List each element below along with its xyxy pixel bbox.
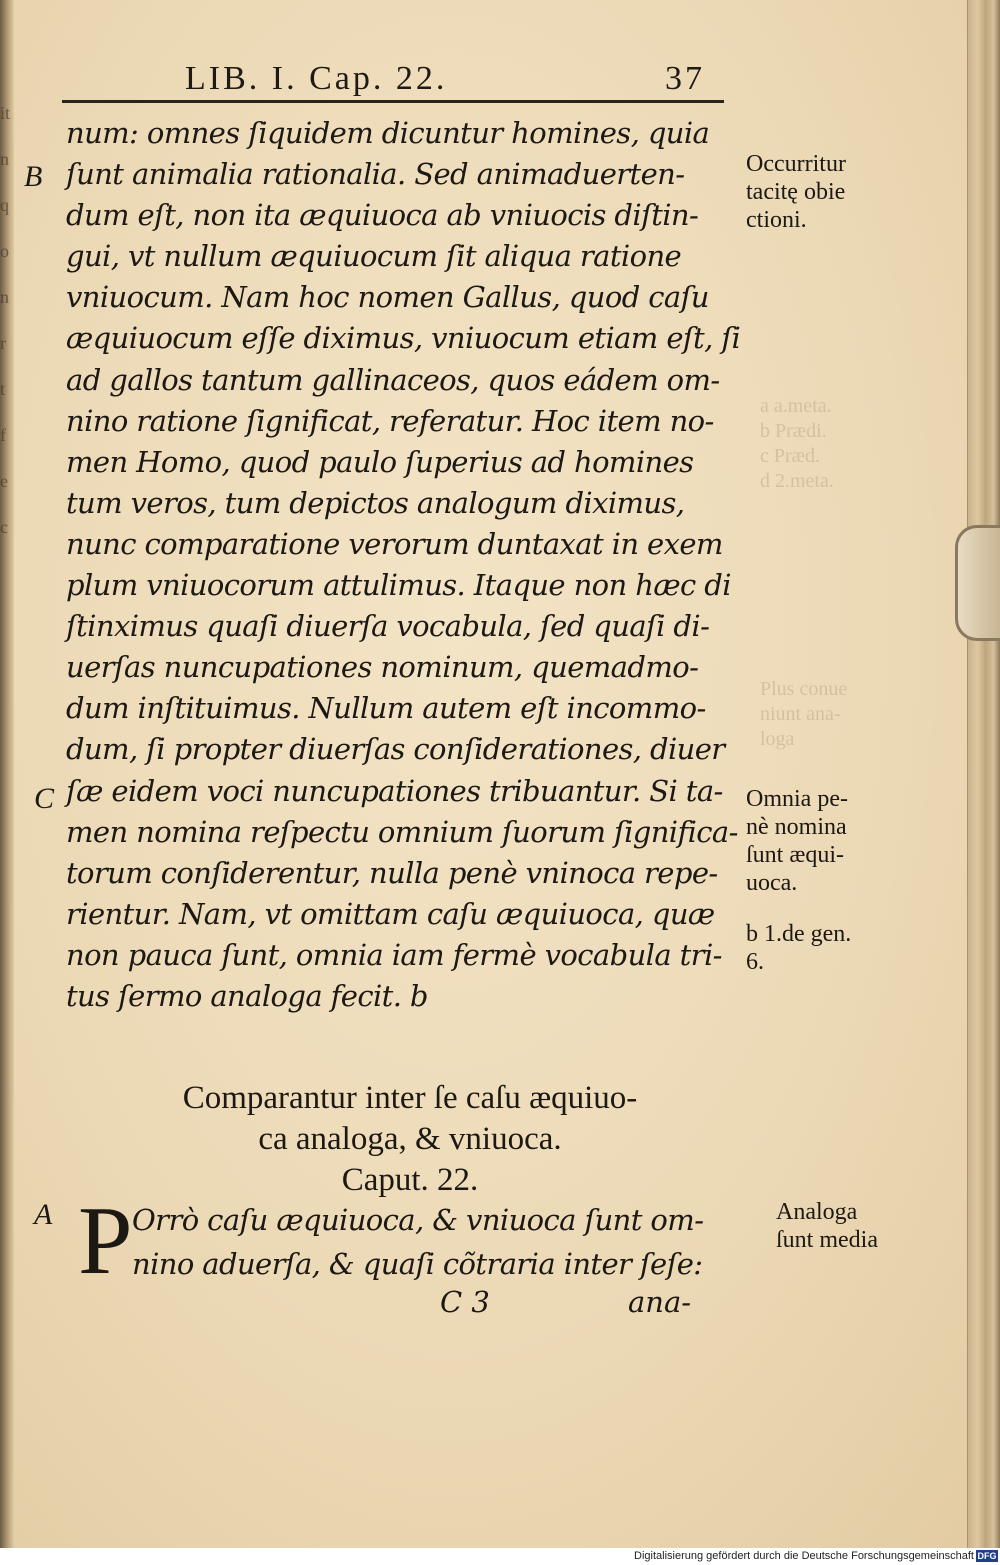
text-line: æquiuocum eſſe diximus, vniuocum etiam eſt, ſi bbox=[66, 321, 741, 356]
main-text bbox=[66, 113, 746, 1017]
margin-note-objection: Occurritur tacitę obie ctioni. bbox=[746, 151, 846, 233]
bleed-through: niunt ana- bbox=[760, 703, 841, 725]
bleed-through: b Prædi. bbox=[760, 420, 827, 442]
text-line: non pauca ſunt, omnia iam fermè vocabula tri- bbox=[66, 937, 722, 972]
text-line: ſunt animalia rationalia. Sed animaduerten- bbox=[66, 157, 685, 192]
bleed-through: a a.meta. bbox=[760, 395, 832, 417]
signature-mark: C 3 bbox=[440, 1285, 490, 1319]
text-line: tus ſermo analoga fecit. b bbox=[66, 978, 428, 1013]
header-rule bbox=[62, 100, 724, 103]
text-line: nino ratione ſignificat, referatur. Hoc item no- bbox=[66, 403, 714, 438]
drop-capital: P bbox=[78, 1187, 133, 1295]
clip-holder bbox=[955, 525, 1000, 641]
margin-note-analoga: Analoga ſunt media bbox=[776, 1199, 878, 1253]
text-line: dum eſt, non ita æquiuoca ab vniuocis diſtin- bbox=[66, 198, 699, 233]
bleed-through: d 2.meta. bbox=[760, 470, 834, 492]
section-marker-c: C bbox=[34, 782, 55, 815]
margin-note-omnia: Omnia pe- nè nomina ſunt æqui- uoca. bbox=[746, 786, 848, 896]
margin-note-reference: b 1.de gen. 6. bbox=[746, 921, 852, 975]
bleed-through: c Præd. bbox=[760, 445, 820, 467]
chapter-number: Caput. 22. bbox=[341, 1162, 479, 1198]
text-line: vniuocum. Nam hoc nomen Gallus, quod caſu bbox=[66, 280, 709, 315]
text-line: ſæ eidem voci nuncupationes tribuantur. Si ta- bbox=[66, 773, 723, 808]
page-number: 37 bbox=[665, 60, 705, 97]
section-marker-a: A bbox=[34, 1198, 53, 1231]
text-line: num: omnes ſiquidem dicuntur homines, quia bbox=[66, 116, 710, 150]
chapter-opening-text: Orrò caſu æquiuoca, & vniuoca ſunt om- nino aduerſa, & quaſi cõtraria inter ſeſe: bbox=[132, 1203, 704, 1281]
text-line: nunc comparatione verorum duntaxat in exem bbox=[66, 526, 723, 561]
text-line: torum conſiderentur, nulla penè vninoca repe- bbox=[66, 855, 718, 890]
catchword: ana- bbox=[628, 1285, 692, 1319]
running-header bbox=[185, 60, 725, 102]
header-book-chapter: LIB. I. Cap. 22. bbox=[185, 60, 448, 97]
text-line: dum inſtituimus. Nullum autem eſt incommo- bbox=[66, 691, 706, 726]
text-line: ad gallos tantum gallinaceos, quos eádem om- bbox=[66, 362, 720, 397]
text-line: plum vniuocorum attulimus. Itaque non hæc di bbox=[66, 568, 731, 603]
text-line: men Homo, quod paulo ſuperius ad homines bbox=[66, 444, 694, 479]
text-line: rientur. Nam, vt omittam caſu æquiuoca, quæ bbox=[66, 896, 715, 931]
text-line: uerſas nuncupationes nominum, quemadmo- bbox=[66, 650, 699, 685]
text-line: ſtinximus quaſi diuerſa vocabula, ſed quaſi di- bbox=[66, 609, 710, 644]
text-line: tum veros, tum depictos analogum diximus, bbox=[66, 485, 685, 520]
chapter-heading: Comparantur inter ſe caſu æquiuo- ca analoga, & vniuoca. Caput. 22. bbox=[100, 1078, 720, 1201]
page-stack-edge bbox=[967, 0, 1000, 1548]
footer-bar bbox=[0, 1548, 1000, 1565]
text-line: gui, vt nullum æquiuocum ſit aliqua ratione bbox=[66, 239, 682, 274]
text-line: dum, ſi propter diuerſas conſiderationes, diuer bbox=[66, 732, 725, 767]
section-marker-b: B bbox=[24, 160, 43, 193]
facing-page-edge: it n q o n r t f e c bbox=[0, 103, 11, 537]
bleed-through: Plus conue bbox=[760, 678, 848, 700]
dfg-logo: DFG bbox=[977, 1551, 997, 1561]
funding-note: Digitalisierung gefördert durch die Deutsche Forschungsgemeinschaft bbox=[634, 1550, 974, 1562]
bleed-through: loga bbox=[760, 728, 795, 750]
text-line: men nomina reſpectu omnium ſuorum ſignifica- bbox=[66, 814, 738, 849]
